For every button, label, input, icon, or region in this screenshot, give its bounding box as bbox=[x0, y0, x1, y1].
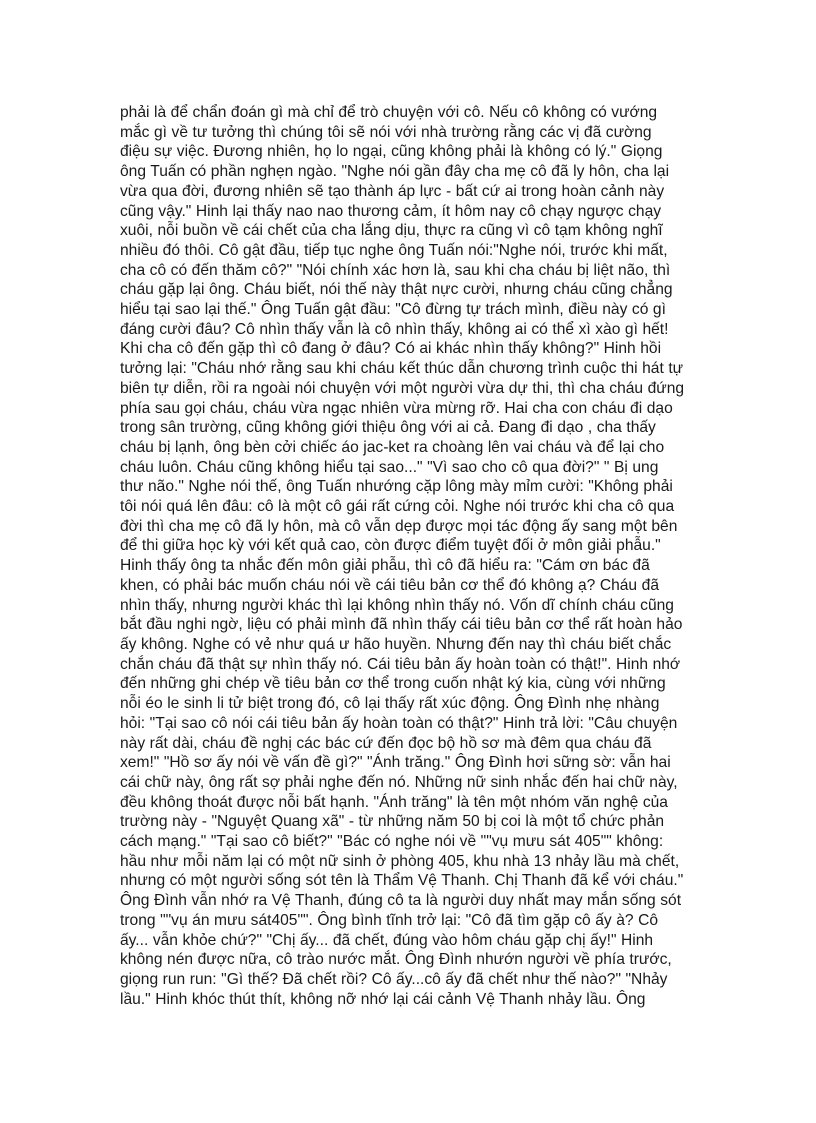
text-line: ấy... vẫn khỏe chứ?" "Chị ấy... đã chết, đúng vào hôm cháu gặp chị ấy!" Hinh bbox=[120, 931, 654, 949]
text-line: thư não." Nghe nói thế, ông Tuấn nhướng cặp lông mày mỉm cười: "Không phải bbox=[120, 478, 673, 496]
text-line: đến những ghi chép về tiêu bản cơ thể trong cuốn nhật ký kia, cùng với những bbox=[120, 675, 666, 693]
text-line: ấy không. Nghe có vẻ như quá ư hão huyền. Nhưng đến nay thì cháu biết chắc bbox=[120, 635, 672, 653]
text-line: đều không thoát được nỗi bất hạnh. "Ánh trăng" là tên một nhóm văn nghệ của bbox=[120, 793, 668, 811]
text-line: xem!" "Hồ sơ ấy nói về vấn đề gì?" "Ánh trăng." Ông Đình hơi sững sờ: vẫn hai bbox=[120, 754, 671, 772]
text-line: biên tự diễn, rồi ra ngoài nói chuyện với một người vừa dự thi, thì cha cháu đứng bbox=[120, 379, 685, 397]
text-line: phía sau gọi cháu, cháu vừa ngạc nhiên vừa mừng rỡ. Hai cha con cháu đi dạo bbox=[120, 399, 673, 417]
text-line: hỏi: "Tại sao cô nói cái tiêu bản ấy hoàn toàn có thật?" Hinh trả lời: "Câu chuyện bbox=[120, 714, 678, 732]
text-line: cách mạng." "Tại sao cô biết?" "Bác có nghe nói về ""vụ mưu sát 405"" không: bbox=[120, 833, 664, 851]
text-line: cháu bị lạnh, ông bèn cởi chiếc áo jac-ket ra choàng lên vai cháu và để lại cho bbox=[120, 438, 665, 456]
text-line: nỗi éo le sinh li tử biệt trong đó, cô lại thấy rất xúc động. Ông Đình nhẹ nhàng bbox=[120, 695, 660, 713]
text-line: cháu gặp lại ông. Cháu biết, nói thế này thật nực cười, nhưng cháu cũng chẳng bbox=[120, 281, 673, 299]
text-line: hiểu tại sao lại thế." Ông Tuấn gật đầu: "Cô đừng tự trách mình, điều này có gì bbox=[120, 301, 666, 319]
text-line: Hinh thấy ông ta nhắc đến môn giải phẫu, thì cô đã hiểu ra: "Cám ơn bác đã bbox=[120, 557, 650, 575]
text-line: trường này - "Nguyệt Quang xã" - từ những năm 50 bị coi là một tổ chức phản bbox=[120, 813, 665, 831]
text-line: bắt đầu nghi ngờ, liệu có phải mình đã nhìn thấy cái tiêu bản cơ thể rất hoàn hảo bbox=[120, 616, 683, 634]
text-line: Khi cha cô đến gặp thì cô đang ở đâu? Có ai khác nhìn thấy không?" Hinh hồi bbox=[120, 340, 662, 358]
text-line: tôi nói quá lên đâu: cô là một cô gái rất cứng cỏi. Nghe nói trước khi cha cô qua bbox=[120, 498, 675, 516]
text-line: giọng run run: "Gì thế? Đã chết rồi? Cô ấy...cô ấy đã chết như thế nào?" "Nhảy bbox=[120, 970, 668, 988]
text-line: Ông Đình vẫn nhớ ra Vệ Thanh, đúng cô ta là người duy nhất may mắn sống sót bbox=[120, 892, 682, 910]
text-line: cái chữ này, ông rất sợ phải nghe đến nó. Những nữ sinh nhắc đến hai chữ này, bbox=[120, 773, 678, 791]
text-line: trong ""vụ án mưu sát405"". Ông bình tĩnh trở lại: "Cô đã tìm gặp cô ấy à? Cô bbox=[120, 911, 659, 929]
body-text bbox=[120, 103, 700, 1009]
text-line: để thi giữa học kỳ với kết quả cao, còn được điểm tuyệt đối ở môn giải phẫu." bbox=[120, 537, 661, 555]
text-line: không nén được nữa, cô trào nước mắt. Ông Đình nhướn người về phía trước, bbox=[120, 951, 672, 969]
text-line: cha cô có đến thăm cô?" "Nói chính xác hơn là, sau khi cha cháu bị liệt não, thì bbox=[120, 261, 671, 279]
text-line: phải là để chẩn đoán gì mà chỉ để trò chuyện với cô. Nếu cô không có vướng bbox=[120, 104, 658, 121]
text-line: chắn cháu đã thật sự nhìn thấy nó. Cái tiêu bản ấy hoàn toàn có thật!". Hinh nhớ bbox=[120, 655, 681, 673]
text-line: nhiều đó thôi. Cô gật đầu, tiếp tục nghe ông Tuấn nói:"Nghe nói, trước khi mất, bbox=[120, 241, 668, 259]
text-line: cháu luôn. Cháu cũng không hiểu tại sao..." "Vì sao cho cô qua đời?" " Bị ung bbox=[120, 458, 659, 476]
text-line: nhưng có một người sống sót tên là Thẩm Vệ Thanh. Chị Thanh đã kể với cháu." bbox=[120, 872, 684, 890]
text-line: xuôi, nỗi buồn về cái chết của cha lắng dịu, thực ra cũng vì cô tạm không nghĩ bbox=[120, 222, 663, 240]
text-line: ông Tuấn có phần nghẹn ngào. "Nghe nói gần đây cha mẹ cô đã ly hôn, cha lại bbox=[120, 163, 670, 181]
text-line: hầu như mỗi năm lại có một nữ sinh ở phòng 405, khu nhà 13 nhảy lầu mà chết, bbox=[120, 852, 680, 870]
text-line: trong sân trường, cũng không giới thiệu ông với ai cả. Đang đi dạo , cha thấy bbox=[120, 419, 656, 437]
text-line: tưởng lại: "Cháu nhớ rằng sau khi cháu kết thúc dẫn chương trình cuộc thi hát tự bbox=[120, 360, 684, 378]
text-line: đáng cười đâu? Cô nhìn thấy vẫn là cô nhìn thấy, không ai có thể xì xào gì hết! bbox=[120, 320, 669, 338]
text-line: mắc gì về tư tưởng thì chúng tôi sẽ nói với nhà trường rằng các vị đã cường bbox=[120, 123, 652, 141]
text-line: đời thì cha mẹ cô đã ly hôn, mà cô vẫn dẹp được mọi tác động ấy sang một bên bbox=[120, 517, 678, 535]
text-line: này rất dài, cháu đề nghị các bác cứ đến đọc bộ hồ sơ mà đêm qua cháu đã bbox=[120, 734, 652, 752]
text-line: cũng vậy." Hinh lại thấy nao nao thương cảm, ít hôm nay cô chạy ngược chạy bbox=[120, 202, 662, 220]
text-line: điệu sự việc. Đương nhiên, họ lo ngại, cũng không phải là không có lý." Giọng bbox=[120, 143, 663, 161]
text-line: lầu." Hinh khóc thút thít, không nỡ nhớ lại cái cảnh Vệ Thanh nhảy lầu. Ông bbox=[120, 990, 646, 1008]
text-line: vừa qua đời, đương nhiên sẽ tạo thành áp lực - bất cứ ai trong hoàn cảnh này bbox=[120, 182, 665, 200]
text-line: khen, có phải bác muốn cháu nói về cái tiêu bản cơ thể đó không ạ? Cháu đã bbox=[120, 576, 659, 594]
text-line: nhìn thấy, nhưng người khác thì lại không nhìn thấy nó. Vốn dĩ chính cháu cũng bbox=[120, 596, 674, 614]
